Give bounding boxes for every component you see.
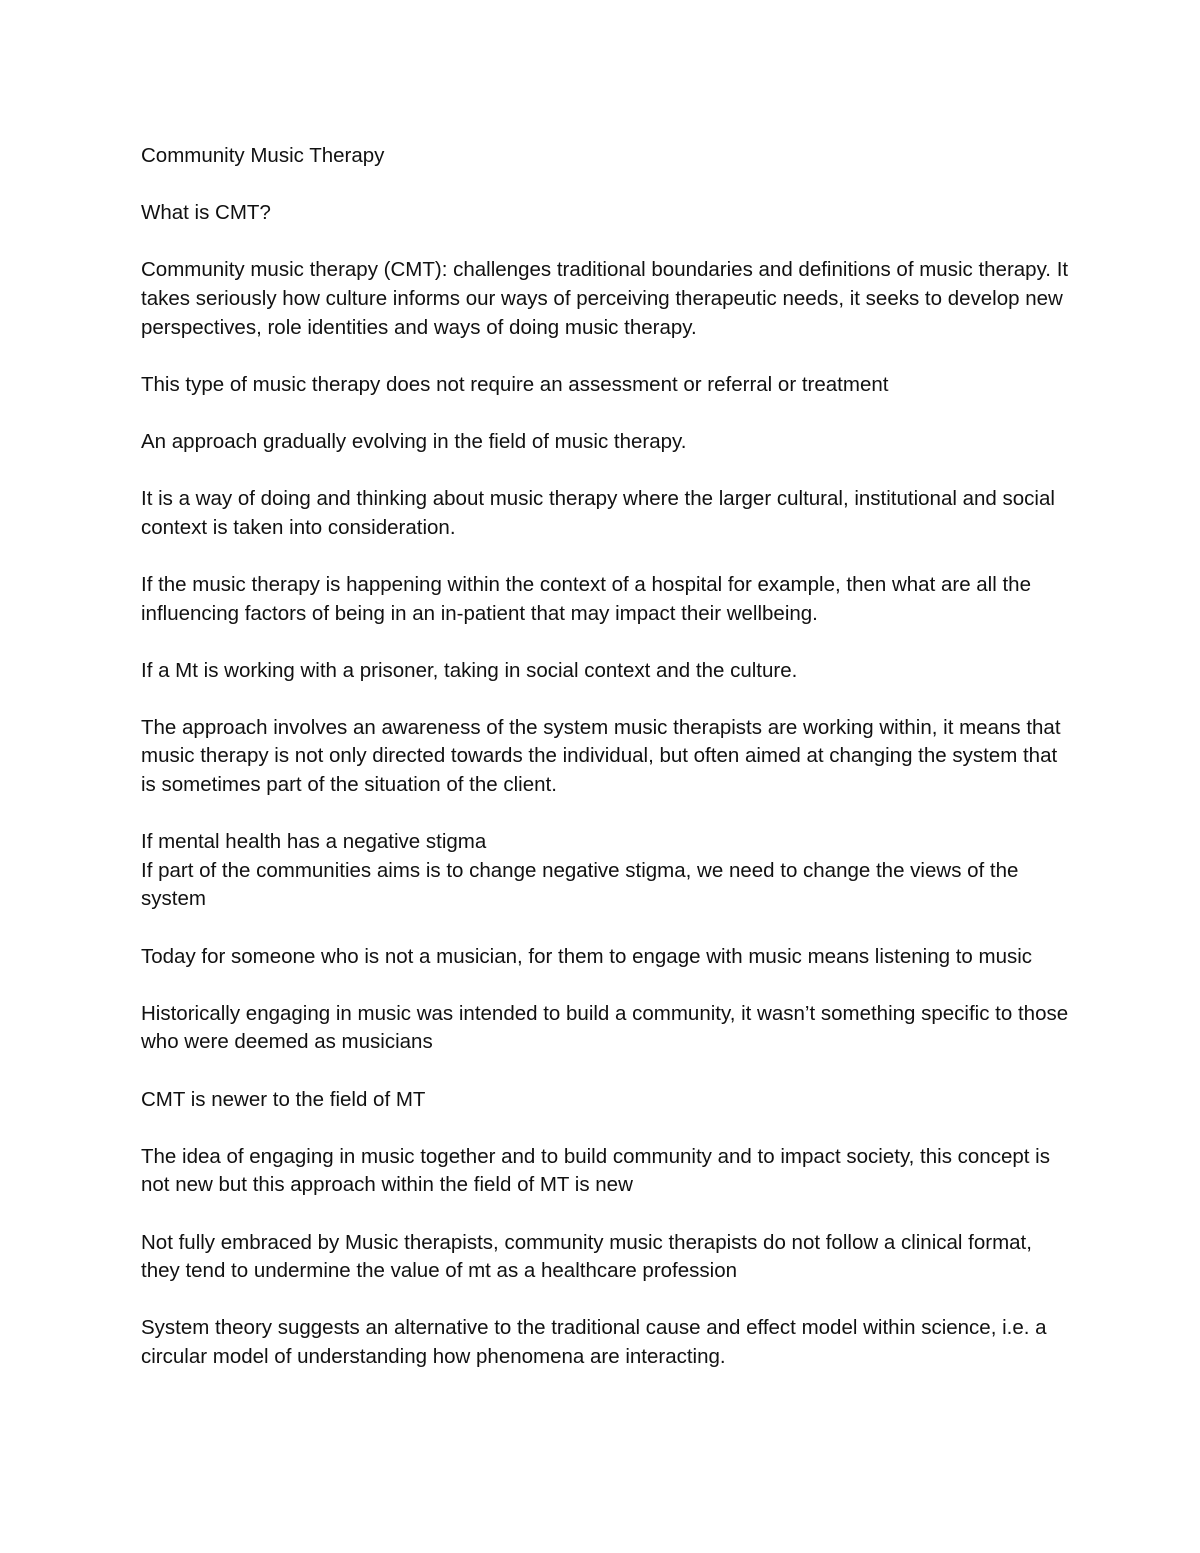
paragraph: Historically engaging in music was intended to build a community, it wasn’t something specific to those who were deemed as musicians [141, 1001, 1069, 1054]
paragraph: If mental health has a negative stigma [141, 830, 487, 854]
document-page [141, 142, 1071, 1400]
section-heading: What is CMT? [141, 201, 271, 225]
paragraph: Not fully embraced by Music therapists, community music therapists do not follow a clinical format, they tend to undermine the value of mt as a healthcare profession [141, 1230, 1032, 1283]
paragraph: It is a way of doing and thinking about music therapy where the larger cultural, institutional and social context is taken into consideration. [141, 487, 1055, 539]
document-title: Community Music Therapy [141, 144, 385, 167]
paragraph: If a Mt is working with a prisoner, taking in social context and the culture. [141, 658, 798, 682]
paragraph: This type of music therapy does not require an assessment or referral or treatment [141, 372, 889, 396]
paragraph: If part of the communities aims is to change negative stigma, we need to change the views of the system [141, 858, 1019, 911]
paragraph: Community music therapy (CMT): challenges traditional boundaries and definitions of music therapy. It takes seriously how culture informs our ways of perceiving therapeutic needs, it seeks to develop new perspectives, role identities and ways of doing music therapy. [141, 258, 1069, 339]
paragraph: System theory suggests an alternative to the traditional cause and effect model within science, i.e. a circular model of understanding how phenomena are interacting. [141, 1316, 1047, 1368]
paragraph: CMT is newer to the field of MT [141, 1087, 426, 1111]
paragraph: An approach gradually evolving in the field of music therapy. [141, 429, 687, 453]
paragraph: The idea of engaging in music together and to build community and to impact society, this concept is not new but this approach within the field of MT is new [141, 1144, 1050, 1197]
paragraph: If the music therapy is happening within the context of a hospital for example, then what are all the influencing factors of being in an in-patient that may impact their wellbeing. [141, 572, 1031, 625]
paragraph: The approach involves an awareness of the system music therapists are working within, it means that music therapy is not only directed towards the individual, but often aimed at changing the system that is sometimes part of the situation of the client. [141, 715, 1061, 797]
paragraph: Today for someone who is not a musician, for them to engage with music means listening to music [141, 944, 1033, 968]
